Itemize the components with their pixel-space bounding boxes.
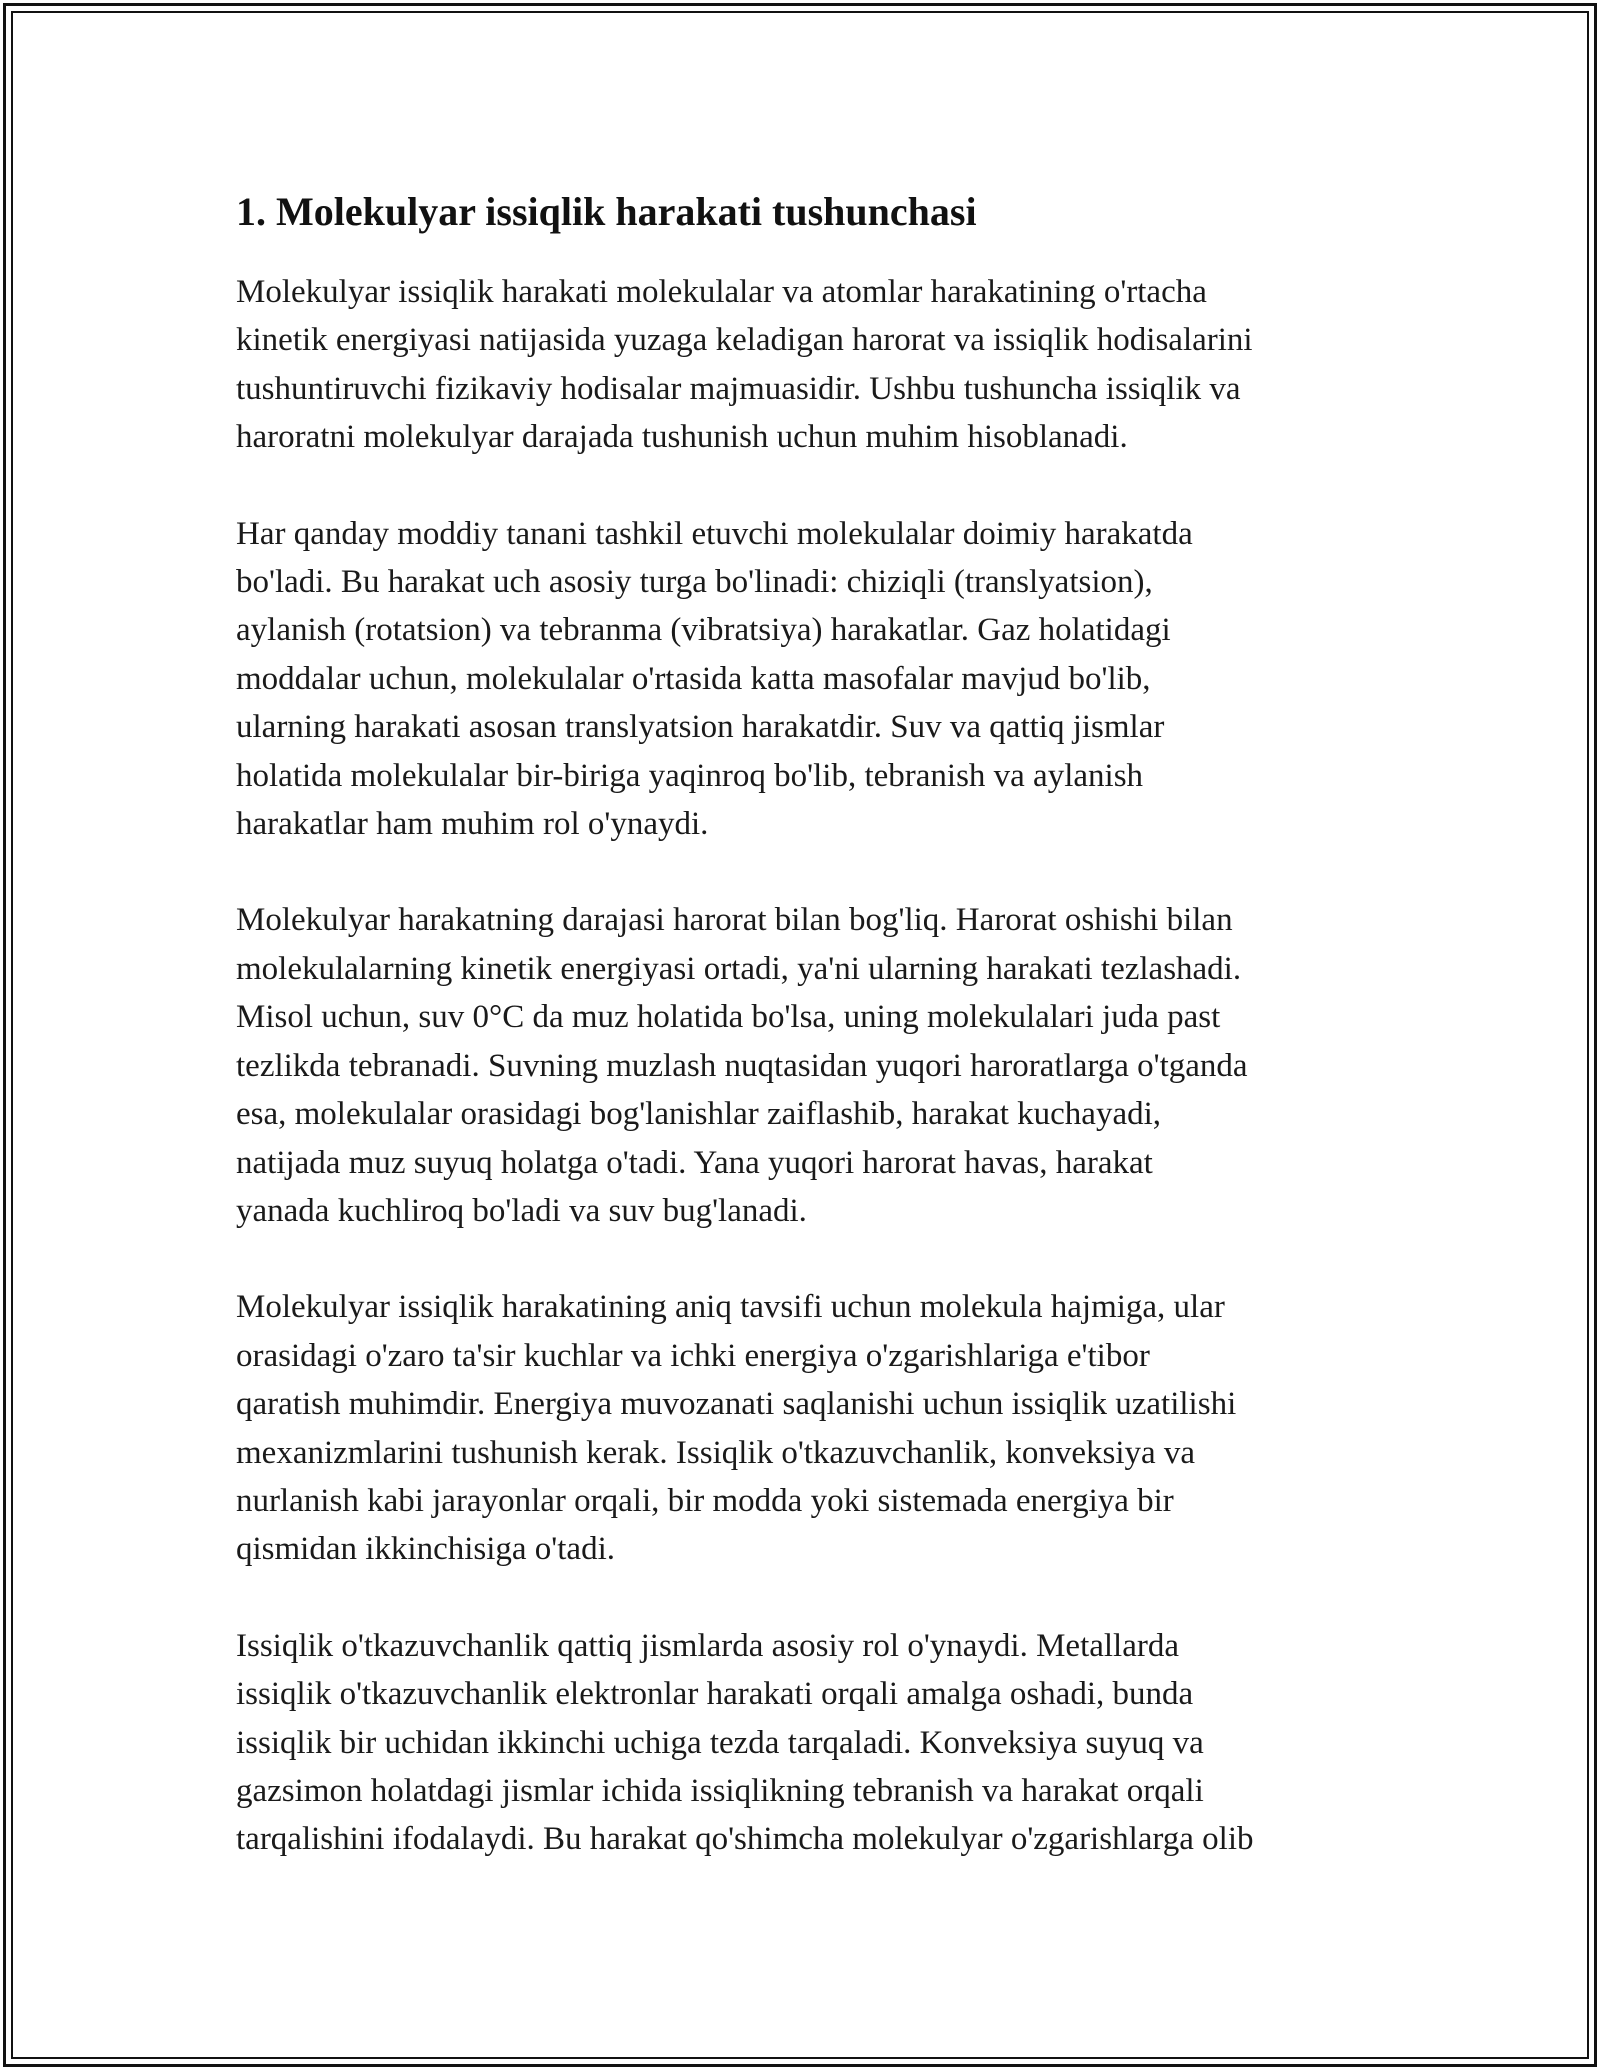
- text-line: kinetik energiyasi natijasida yuzaga keladigan harorat va issiqlik hodisalarini: [236, 322, 1253, 359]
- text-line: haroratni molekulyar darajada tushunish uchun muhim hisoblanadi.: [236, 419, 1128, 456]
- text-line: harakatlar ham muhim rol o'ynaydi.: [236, 806, 709, 843]
- text-line: issiqlik o'tkazuvchanlik elektronlar harakati orqali amalga oshadi, bunda: [236, 1676, 1194, 1713]
- text-line: ularning harakati asosan translyatsion harakatdir. Suv va qattiq jismlar: [236, 709, 1165, 746]
- text-line: tezlikda tebranadi. Suvning muzlash nuqtasidan yuqori haroratlarga o'tganda: [236, 1047, 1248, 1084]
- paragraph-3: [236, 896, 1376, 1235]
- text-line: issiqlik bir uchidan ikkinchi uchiga tezda tarqaladi. Konveksiya suyuq va: [236, 1724, 1204, 1761]
- text-line: tushuntiruvchi fizikaviy hodisalar majmuasidir. Ushbu tushuncha issiqlik va: [236, 370, 1241, 407]
- text-line: qaratish muhimdir. Energiya muvozanati saqlanishi uchun issiqlik uzatilishi: [236, 1386, 1237, 1423]
- text-line: qismidan ikkinchisiga o'tadi.: [236, 1531, 615, 1568]
- paragraph-1: [236, 268, 1376, 462]
- paragraph-5: [236, 1622, 1376, 1864]
- text-line: Issiqlik o'tkazuvchanlik qattiq jismlarda asosiy rol o'ynaydi. Metallarda: [236, 1627, 1180, 1664]
- text-line: Misol uchun, suv 0°C da muz holatida bo'lsa, uning molekulalari juda past: [236, 999, 1221, 1036]
- text-line: nurlanish kabi jarayonlar orqali, bir modda yoki sistemada energiya bir: [236, 1482, 1174, 1519]
- text-line: tarqalishini ifodalaydi. Bu harakat qo'shimcha molekulyar o'zgarishlarga olib: [236, 1821, 1254, 1858]
- text-line: Molekulyar issiqlik harakatining aniq tavsifi uchun molekula hajmiga, ular: [236, 1289, 1225, 1326]
- paragraph-4: [236, 1283, 1376, 1573]
- text-line: natijada muz suyuq holatga o'tadi. Yana yuqori harorat havas, harakat: [236, 1144, 1153, 1181]
- text-line: Molekulyar issiqlik harakati molekulalar va atomlar harakatining o'rtacha: [236, 274, 1207, 310]
- paragraph-2: [236, 510, 1376, 849]
- text-line: molekulalarning kinetik energiyasi ortadi, ya'ni ularning harakati tezlashadi.: [236, 950, 1242, 987]
- text-line: Har qanday moddiy tanani tashkil etuvchi molekulalar doimiy harakatda: [236, 515, 1193, 552]
- text-line: mexanizmlarini tushunish kerak. Issiqlik o'tkazuvchanlik, konveksiya va: [236, 1434, 1196, 1471]
- text-line: orasidagi o'zaro ta'sir kuchlar va ichki energiya o'zgarishlariga e'tibor: [236, 1337, 1150, 1374]
- text-line: gazsimon holatdagi jismlar ichida issiqlikning tebranish va harakat orqali: [236, 1772, 1204, 1809]
- text-line: holatida molekulalar bir-biriga yaqinroq bo'lib, tebranish va aylanish: [236, 757, 1144, 794]
- text-line: yanada kuchliroq bo'ladi va suv bug'lanadi.: [236, 1192, 807, 1229]
- text-line: Molekulyar harakatning darajasi harorat bilan bog'liq. Harorat oshishi bilan: [236, 902, 1233, 939]
- text-line: esa, molekulalar orasidagi bog'lanishlar zaiflashib, harakat kuchayadi,: [236, 1096, 1162, 1133]
- text-line: bo'ladi. Bu harakat uch asosiy turga bo'linadi: chiziqli (translyatsion),: [236, 564, 1153, 601]
- section-heading: 1. Molekulyar issiqlik harakati tushunchasi: [236, 189, 977, 234]
- document-body: [236, 186, 1376, 1912]
- text-line: aylanish (rotatsion) va tebranma (vibratsiya) harakatlar. Gaz holatidagi: [236, 612, 1171, 649]
- text-line: moddalar uchun, molekulalar o'rtasida katta masofalar mavjud bo'lib,: [236, 660, 1151, 697]
